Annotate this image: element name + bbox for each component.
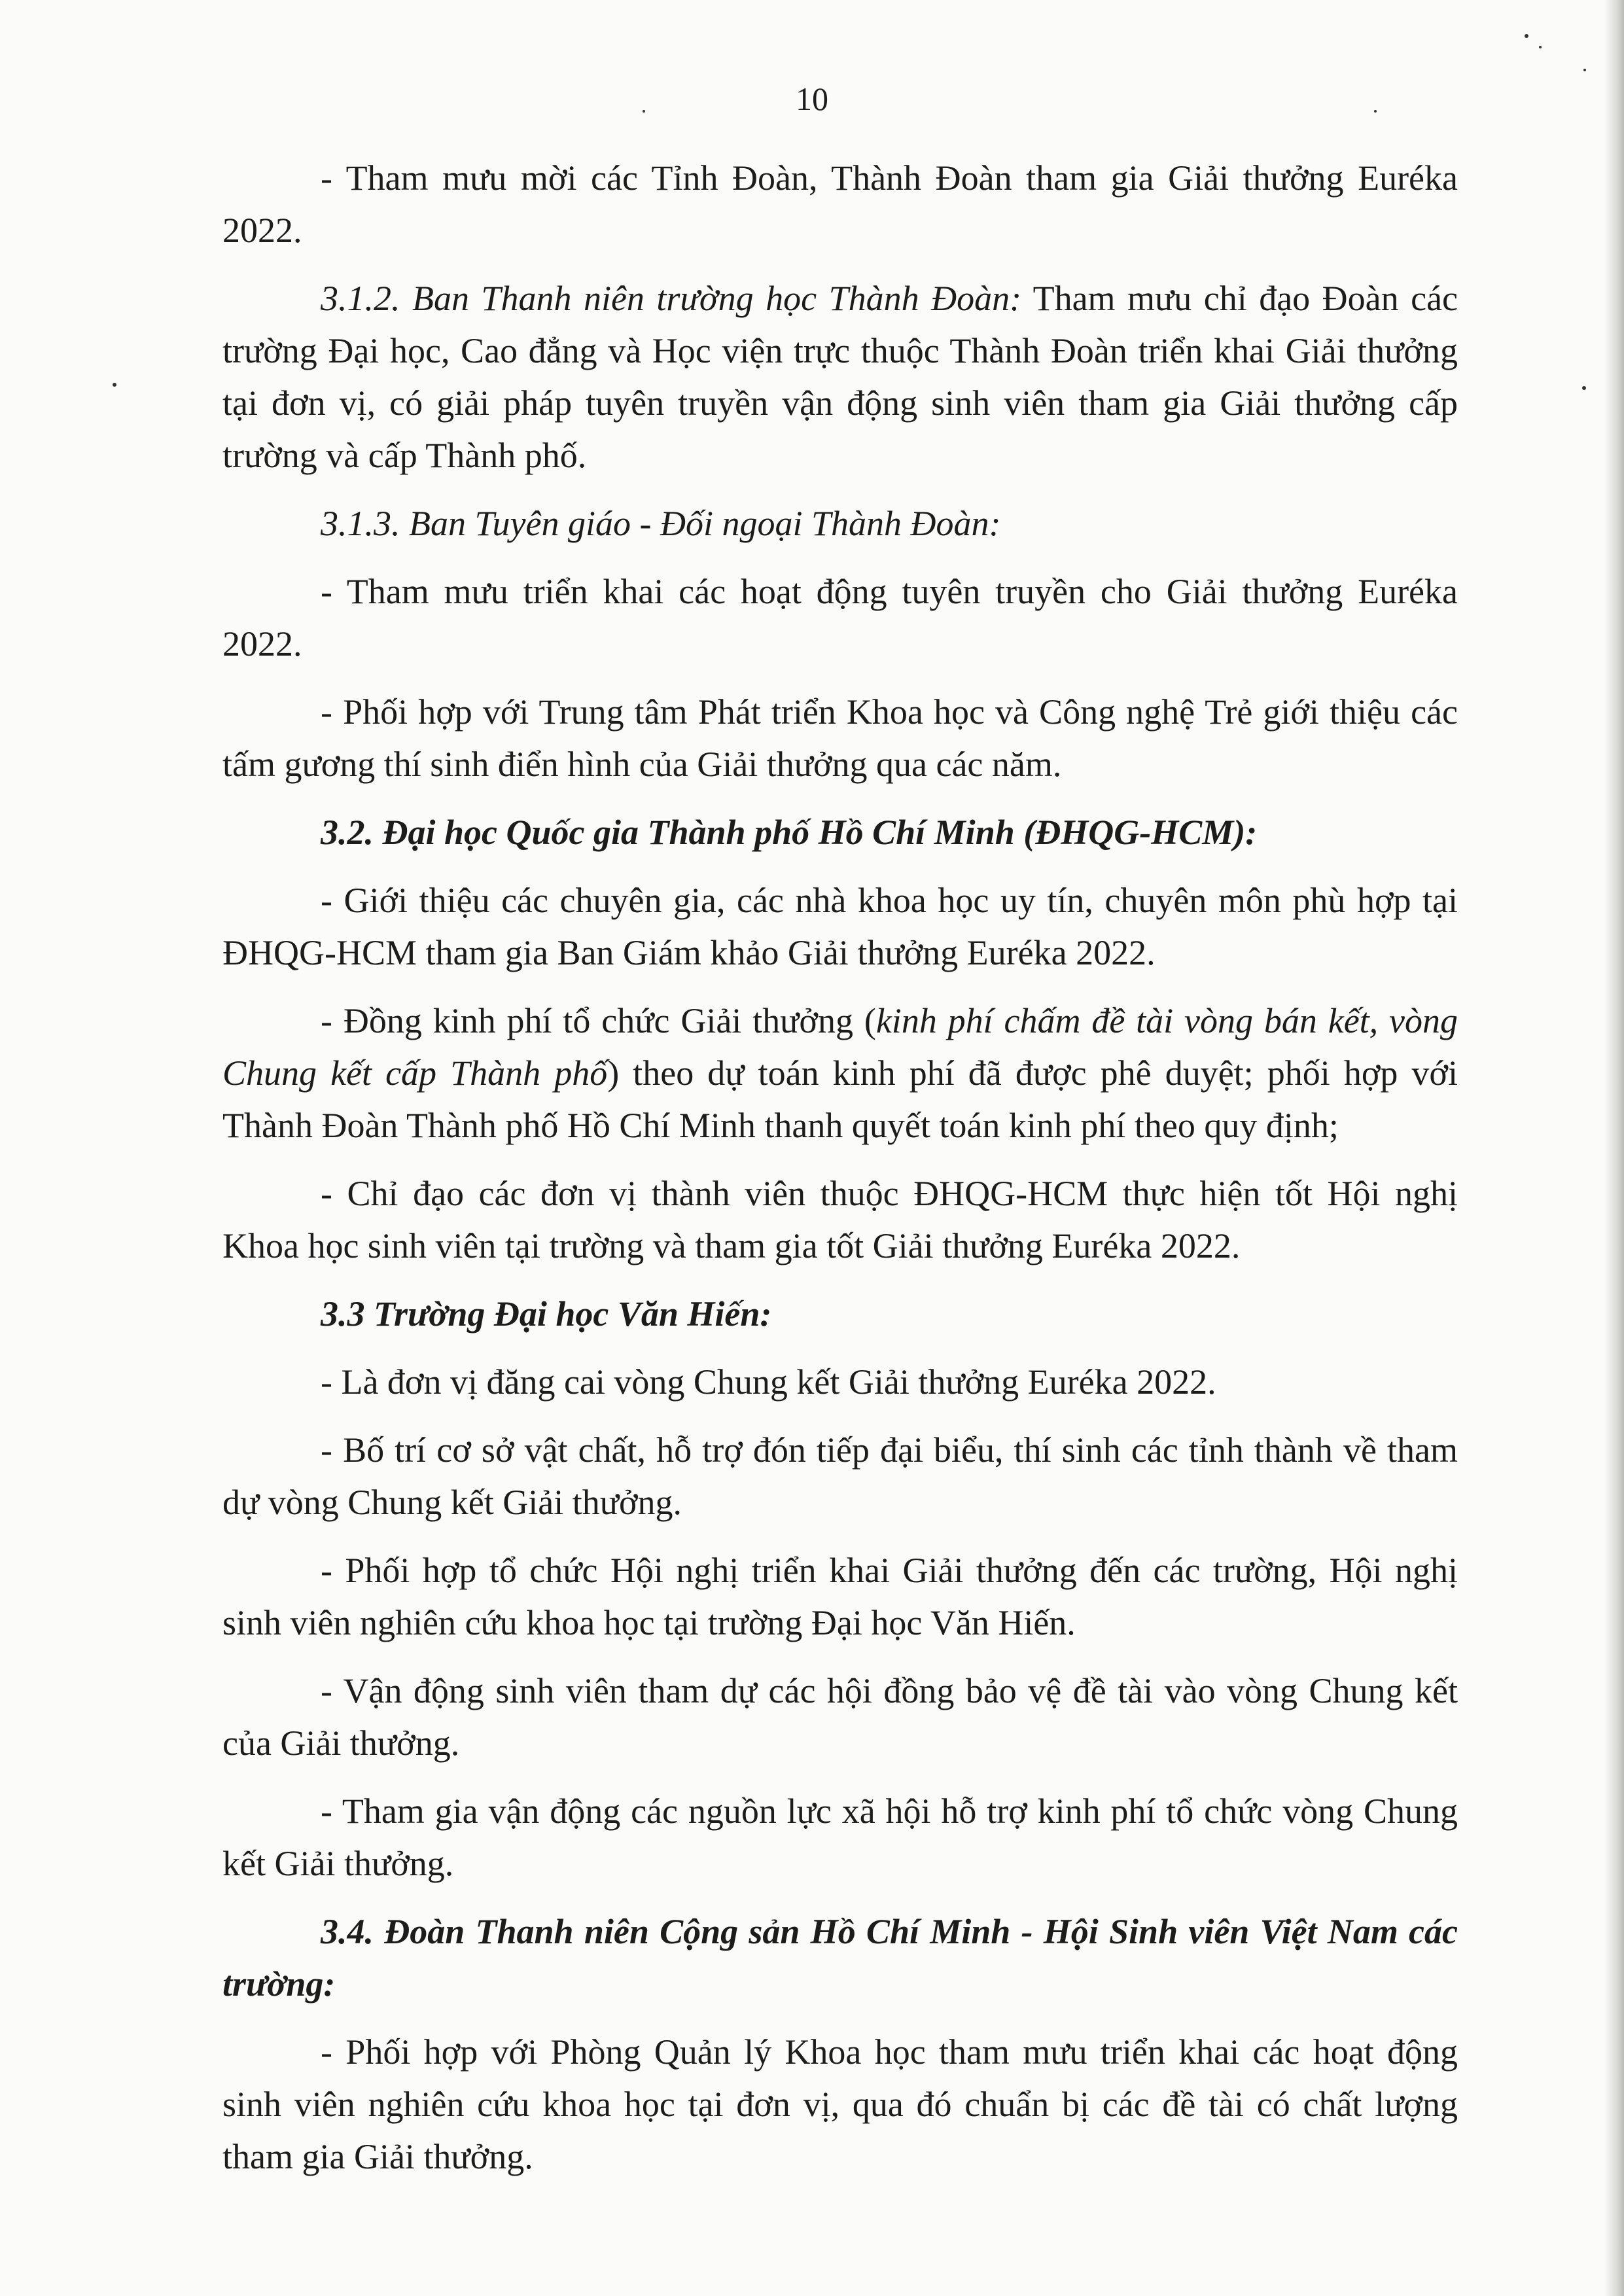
paragraph — [222, 272, 1458, 482]
scan-speck — [113, 383, 116, 387]
section-heading-3-4: 3.4. Đoàn Thanh niên Cộng sản Hồ Chí Minh - Hội Sinh viên Việt Nam các trường: — [222, 1912, 1458, 2004]
scan-speck — [1582, 386, 1586, 390]
scan-speck — [1583, 69, 1586, 71]
paragraph-italic-text: kinh phí chấm đề tài vòng bán kết, vòng Chung kết cấp Thành phố — [222, 1001, 1458, 1093]
paragraph: - Bố trí cơ sở vật chất, hỗ trợ đón tiếp đại biểu, thí sinh các tỉnh thành về tham dự vòng Chung kết Giải thưởng. — [222, 1430, 1458, 1522]
paragraph: - Vận động sinh viên tham dự các hội đồng bảo vệ đề tài vào vòng Chung kết của Giải thưởng. — [222, 1671, 1458, 1763]
paragraph — [222, 995, 1458, 1152]
section-heading-3-3: 3.3 Trường Đại học Văn Hiến: — [321, 1294, 772, 1333]
page-number: 10 — [796, 80, 828, 117]
section-title-3-1-2: 3.1.2. Ban Thanh niên trường học Thành Đoàn: — [321, 279, 1022, 318]
paragraph: - Phối hợp với Trung tâm Phát triển Khoa học và Công nghệ Trẻ giới thiệu các tấm gương thí sinh điển hình của Giải thưởng qua các năm. — [222, 692, 1458, 784]
scan-speck — [1525, 34, 1528, 38]
section-heading-3-2: 3.2. Đại học Quốc gia Thành phố Hồ Chí Minh (ĐHQG-HCM): — [321, 813, 1258, 852]
scan-speck — [1539, 46, 1542, 48]
page-edge-shadow — [1604, 0, 1624, 2296]
paragraph: - Phối hợp với Phòng Quản lý Khoa học tham mưu triển khai các hoạt động sinh viên nghiên cứu khoa học tại đơn vị, qua đó chuẩn bị các đề tài có chất lượng tham gia Giải thưởng. — [222, 2032, 1458, 2176]
paragraph: - Chỉ đạo các đơn vị thành viên thuộc ĐHQG-HCM thực hiện tốt Hội nghị Khoa học sinh viên tại trường và tham gia tốt Giải thưởng Euréka 2022. — [222, 1174, 1458, 1265]
paragraph: - Tham gia vận động các nguồn lực xã hội hỗ trợ kinh phí tổ chức vòng Chung kết Giải thưởng. — [222, 1792, 1458, 1883]
paragraph-text: ) theo dự toán kinh phí đã được phê duyệt; phối hợp với Thành Đoàn Thành phố Hồ Chí Minh thanh quyết toán kinh phí theo quy định; — [222, 1053, 1458, 1145]
paragraph: - Giới thiệu các chuyên gia, các nhà khoa học uy tín, chuyên môn phù hợp tại ĐHQG-HCM tham gia Ban Giám khảo Giải thưởng Euréka 2022. — [222, 881, 1458, 972]
section-title-3-1-3: 3.1.3. Ban Tuyên giáo - Đối ngoại Thành Đoàn: — [321, 504, 1001, 543]
paragraph: - Tham mưu triển khai các hoạt động tuyên truyền cho Giải thưởng Euréka 2022. — [222, 572, 1458, 663]
paragraph-text: Tham mưu chỉ đạo Đoàn các trường Đại học, Cao đẳng và Học viện trực thuộc Thành Đoàn triển khai Giải thưởng tại đơn vị, có giải pháp tuyên truyền vận động sinh viên tham gia Giải thưởng cấp trường và cấp Thành phố. — [222, 279, 1458, 475]
document-body — [222, 152, 1458, 2199]
paragraph: - Tham mưu mời các Tỉnh Đoàn, Thành Đoàn tham gia Giải thưởng Euréka 2022. — [222, 158, 1458, 250]
paragraph-text: - Đồng kinh phí tổ chức Giải thưởng ( — [321, 1001, 876, 1040]
paragraph: - Phối hợp tổ chức Hội nghị triển khai Giải thưởng đến các trường, Hội nghị sinh viên nghiên cứu khoa học tại trường Đại học Văn Hiến. — [222, 1551, 1458, 1642]
paragraph: - Là đơn vị đăng cai vòng Chung kết Giải thưởng Euréka 2022. — [321, 1362, 1216, 1402]
